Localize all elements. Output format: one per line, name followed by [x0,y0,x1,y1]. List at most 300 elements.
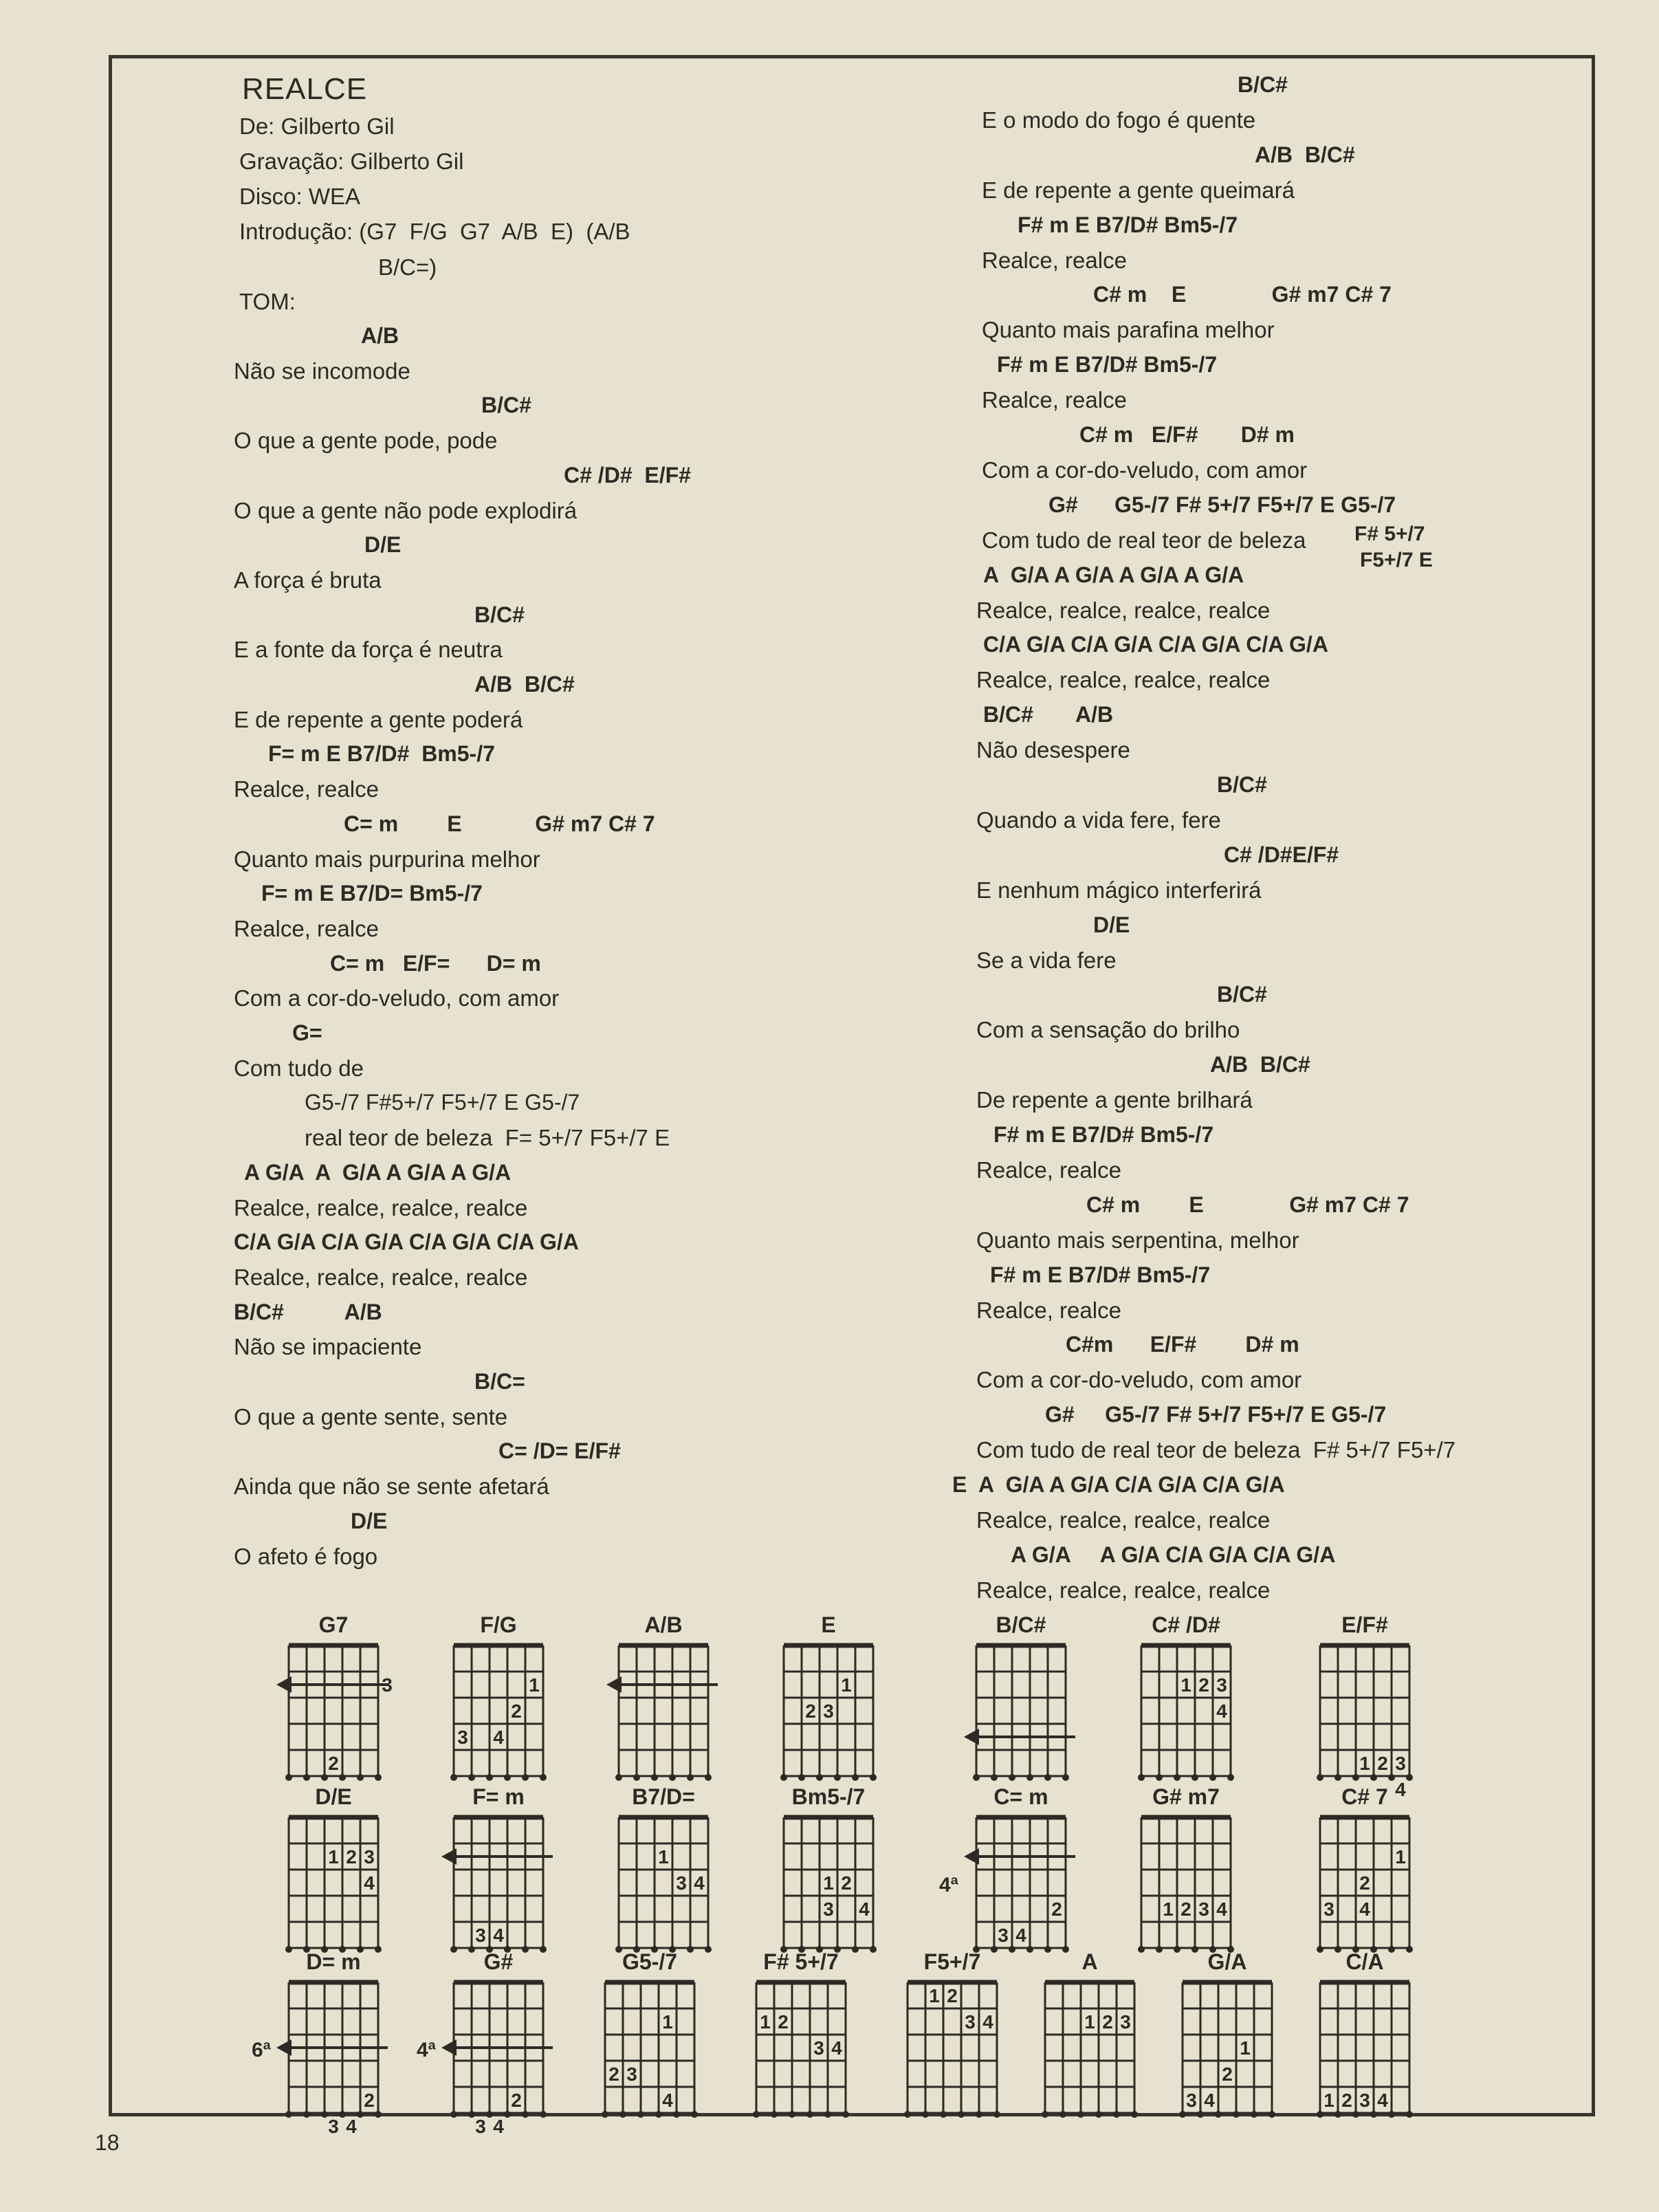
finger-number: 4 [364,1872,375,1894]
string-end-dot [504,2111,511,2118]
left-lyric-line: Realce, realce, realce, realce [234,1194,528,1220]
chord-grid [605,1812,722,1960]
string-end-dot [1317,2111,1323,2118]
chord-grid [1128,1812,1244,1960]
page-number: 18 [95,2130,120,2155]
string-end-dot [1251,2111,1257,2118]
left-lyric-line: Não se impaciente [234,1334,422,1360]
string-end-dot [669,1774,676,1781]
finger-number: 2 [1102,2011,1113,2033]
chord-diagram [417,1949,557,2137]
finger-number: 3 [475,2116,486,2137]
right-lyric-line: E o modo do fogo é quente [982,107,1256,133]
chord-grid [963,1640,1079,1788]
right-chord-line: B/C# [1217,982,1267,1007]
string-end-dot [1191,1774,1198,1781]
song-key: TOM: [239,289,296,314]
finger-number: 4 [1015,1925,1026,1946]
chord-diagram-name: Bm5-/7 [791,1784,866,1809]
right-chord-line: A/B B/C# [1210,1052,1310,1077]
chord-grid [440,1977,557,2137]
chord-diagram [275,1612,392,1784]
finger-number: 2 [346,1846,357,1868]
finger-number: 2 [364,2090,375,2111]
string-end-dot [1388,2111,1395,2118]
chord-diagram-name: F= m [472,1784,525,1809]
fret-position-label: 4ª [939,1874,958,1896]
string-end-dot [1370,2111,1377,2118]
chord-diagram-name: G5-/7 [622,1949,678,1974]
chord-grid [1031,1977,1148,2125]
right-chord-line: F# m E B7/D# Bm5-/7 [993,1122,1214,1147]
left-lyric-line: Não se incomode [234,358,410,384]
finger-number: 2 [805,1700,816,1722]
chord-grid [1306,1812,1423,1960]
left-chord-line: A/B [361,323,399,348]
chord-diagram-name: E [821,1612,836,1637]
chord-diagram-name: C# /D# [1152,1612,1220,1637]
right-lyric-line: Realce, realce, realce, realce [976,597,1271,623]
right-chord-line: B/C# A/B [983,702,1114,727]
chord-grid [440,1812,557,1960]
string-end-dot [1406,1774,1413,1781]
right-chord-line: F# m E B7/D# Bm5-/7 [1018,212,1238,237]
right-lyric-line: Realce, realce, realce, realce [976,1507,1271,1533]
finger-number: 3 [1198,1898,1209,1920]
chord-diagram [1128,1612,1244,1784]
string-end-dot [1059,2111,1066,2118]
finger-number: 1 [1359,1753,1370,1774]
song-intro-line2: B/C=) [378,254,437,280]
finger-number: 3 [823,1700,834,1722]
finger-number: 3 [676,1872,687,1894]
chord-diagram [1306,1784,1423,1956]
right-lyric-line: Realce, realce, realce, realce [976,667,1271,693]
left-chord-line: A G/A A G/A A G/A A G/A [244,1159,512,1185]
right-lyric-line: Com tudo de real teor de beleza F# 5+/7 F5+/7 [976,1437,1456,1463]
side-note-1: F# 5+/7 [1354,523,1425,545]
right-lyric-line: De repente a gente brilhará [976,1087,1253,1113]
string-end-dot [904,2111,911,2118]
chord-diagram-name: G7 [318,1612,349,1637]
left-lyric-line: E a fonte da força é neutra [234,637,503,663]
string-end-dot [450,2111,457,2118]
chord-diagram [939,1784,1079,1956]
right-chord-line: A G/A A G/A A G/A A G/A [983,562,1244,587]
barre-arrow [606,1676,622,1693]
chord-diagram-name: C# 7 [1341,1784,1388,1809]
string-end-dot [1352,2111,1359,2118]
finger-number: 4 [1204,2090,1215,2111]
chord-diagram [591,1949,708,2121]
string-end-dot [450,1774,457,1781]
finger-number: 2 [841,1872,852,1894]
string-end-dot [1388,1774,1395,1781]
string-end-dot [1042,2111,1048,2118]
left-chord-line: C/A G/A C/A G/A C/A G/A C/A G/A [234,1229,579,1255]
string-end-dot [619,2111,626,2118]
string-end-dot [842,2111,849,2118]
chord-grid [275,1812,392,1960]
string-end-dot [1370,1774,1377,1781]
finger-number: 1 [1323,2090,1334,2111]
string-end-dot [973,1774,980,1781]
finger-number: 2 [1051,1898,1062,1920]
chord-diagram-name: D/E [315,1784,352,1809]
chord-diagram-name: C= m [993,1784,1048,1809]
string-end-dot [615,1774,622,1781]
left-chord-line: A/B B/C# [474,672,575,697]
string-end-dot [522,2111,529,2118]
string-end-dot [1044,1774,1051,1781]
right-chord-line: G# G5-/7 F# 5+/7 F5+/7 E G5-/7 [1045,1402,1387,1427]
left-lyric-line: O que a gente sente, sente [234,1403,508,1430]
string-end-dot [1227,1774,1234,1781]
finger-number: 3 [1395,1753,1406,1774]
finger-number: 3 [965,2011,976,2033]
string-end-dot [1215,2111,1222,2118]
chord-grid [275,1640,392,1788]
string-end-dot [339,2111,346,2118]
left-lyric-line: Realce, realce [234,915,379,941]
chord-diagram [1031,1949,1148,2121]
left-chord-line: B/C# [474,602,525,627]
chord-grid [963,1812,1079,1960]
string-end-dot [655,2111,662,2118]
right-chord-line: D/E [1093,912,1130,937]
chord-grid [1169,1977,1286,2125]
chord-diagram [770,1612,887,1784]
barre-arrow [276,1676,292,1693]
song-record: Disco: WEA [239,184,361,209]
string-end-dot [1113,2111,1120,2118]
finger-number: 4 [493,2116,504,2137]
string-end-dot [602,2111,608,2118]
finger-number: 3 [382,1674,393,1696]
finger-number: 4 [694,1872,705,1894]
right-lyric-line: Com tudo de real teor de beleza [982,527,1306,553]
string-end-dot [285,2111,292,2118]
string-end-dot [789,2111,795,2118]
finger-number: 4 [831,2037,842,2059]
finger-number: 4 [1395,1779,1406,1800]
string-end-dot [357,2111,364,2118]
right-chord-line: B/C# [1217,772,1267,797]
chord-diagram [275,1784,392,1956]
string-end-dot [375,1774,382,1781]
chord-diagram [1169,1949,1286,2121]
finger-number: 2 [1222,2063,1233,2085]
string-end-dot [922,2111,929,2118]
finger-number: 4 [1216,1700,1227,1722]
finger-number: 1 [929,1985,940,2006]
finger-number: 3 [813,2037,824,2059]
finger-number: 4 [1216,1898,1227,1920]
fret-position-label: 6ª [252,2039,271,2061]
left-chord-line: B/C# [481,393,531,418]
string-end-dot [1209,1774,1216,1781]
left-lyric-line: Quanto mais purpurina melhor [234,846,540,872]
chord-grid [605,1640,722,1788]
right-lyric-line: E de repente a gente queimará [982,177,1295,203]
right-chord-line: C# m E/F# D# m [1079,422,1295,447]
finger-number: 2 [1377,1753,1388,1774]
finger-number: 4 [982,2011,993,2033]
barre-arrow [964,1848,979,1865]
left-lyric-line: Ainda que não se sente afetará [234,1474,549,1500]
string-end-dot [753,2111,760,2118]
string-end-dot [673,2111,680,2118]
left-chord-line: B/C= [474,1369,525,1394]
chord-diagram-name: G/A [1207,1949,1247,1974]
finger-number: 3 [475,1925,486,1946]
left-chord-line: D/E [351,1508,388,1533]
chord-diagram [743,1949,859,2121]
string-end-dot [1406,2111,1413,2118]
right-lyric-line: E nenhum mágico interferirá [976,877,1262,903]
finger-number: 1 [1084,2011,1095,2033]
finger-number: 2 [1180,1898,1191,1920]
right-lyric-line: Quando a vida fere, fere [976,807,1221,833]
left-chord-line: C# /D# E/F# [564,462,691,488]
left-chord-line: F= m E B7/D= Bm5-/7 [261,881,483,906]
left-lyric-line: Com tudo de [234,1055,364,1081]
right-chord-line: F# m E B7/D# Bm5-/7 [990,1262,1211,1287]
chord-diagram [605,1784,722,1956]
finger-number: 1 [662,2011,673,2033]
string-end-dot [321,2111,328,2118]
string-end-dot [375,2111,382,2118]
chord-diagram-name: F5+/7 [923,1949,981,1974]
string-end-dot [486,1774,493,1781]
string-end-dot [806,2111,813,2118]
chord-diagram [894,1949,1011,2121]
finger-number: 3 [823,1898,834,1920]
right-chord-line: B/C# [1238,72,1288,97]
string-end-dot [940,2111,947,2118]
left-lyric-line: Com a cor-do-veludo, com amor [234,985,560,1011]
string-end-dot [321,1774,328,1781]
string-end-dot [633,1774,640,1781]
string-end-dot [1334,2111,1341,2118]
right-chord-line: C# m E G# m7 C# 7 [1086,1192,1409,1217]
right-lyric-line: Quanto mais parafina melhor [982,317,1275,343]
barre-arrow [276,2039,292,2056]
string-end-dot [1317,1774,1323,1781]
finger-number: 1 [1163,1898,1174,1920]
chord-diagram-name: F/G [480,1612,517,1637]
right-chord-line: A/B B/C# [1255,142,1355,167]
chord-diagram-name: B7/D= [632,1784,695,1809]
finger-number: 1 [823,1872,834,1894]
finger-number: 1 [529,1674,540,1696]
chord-diagram-name: B/C# [996,1612,1046,1637]
string-end-dot [637,2111,644,2118]
side-note-2: F5+/7 E [1360,549,1433,571]
string-end-dot [1009,1774,1015,1781]
right-chord-line: C# m E G# m7 C# 7 [1093,282,1392,307]
left-chord-line: C= m E G# m7 C# 7 [344,811,655,836]
finger-number: 1 [1240,2037,1251,2059]
chord-grid [770,1812,887,1960]
string-end-dot [1268,2111,1275,2118]
chord-diagram-name: A [1081,1949,1098,1974]
string-end-dot [486,2111,493,2118]
finger-number: 3 [998,1925,1009,1946]
string-end-dot [303,2111,310,2118]
finger-number: 1 [1395,1846,1406,1868]
right-chord-line: F# m E B7/D# Bm5-/7 [997,352,1218,377]
string-end-dot [870,1946,877,1953]
song-title: REALCE [242,72,368,106]
right-lyric-line: Realce, realce, realce, realce [976,1577,1271,1603]
string-end-dot [1352,1774,1359,1781]
chord-grid [440,1640,557,1788]
chord-diagram [1306,1949,1423,2121]
left-lyric-line: O que a gente pode, pode [234,428,498,454]
string-end-dot [540,2111,547,2118]
finger-number: 2 [511,1700,522,1722]
string-end-dot [522,1774,529,1781]
finger-number: 3 [1216,1674,1227,1696]
chord-diagram-name: G# [483,1949,514,1974]
finger-number: 2 [328,1753,339,1774]
finger-number: 4 [346,2116,357,2137]
right-lyric-line: Com a cor-do-veludo, com amor [976,1367,1302,1393]
string-end-dot [993,2111,1000,2118]
chord-diagram [440,1612,557,1784]
string-end-dot [1156,1774,1163,1781]
finger-number: 2 [1359,1872,1370,1894]
finger-number: 1 [658,1846,669,1868]
left-lyric-line: A força é bruta [234,567,382,593]
left-chord-line: B/C# A/B [234,1299,382,1324]
string-end-dot [824,2111,831,2118]
string-end-dot [816,1774,823,1781]
right-chord-line: C#m E/F# D# m [1066,1332,1299,1357]
right-lyric-line: Realce, realce [976,1157,1121,1183]
finger-number: 1 [841,1674,852,1696]
right-chord-line: E A G/A A G/A C/A G/A C/A G/A [952,1472,1285,1497]
left-chord-line: C= /D= E/F# [498,1438,621,1464]
left-lyric-line: O afeto é fogo [234,1543,378,1569]
string-end-dot [1334,1774,1341,1781]
string-end-dot [1026,1774,1033,1781]
left-chord-line: G= [292,1020,322,1045]
finger-number: 4 [493,1925,504,1946]
chord-diagram-name: D= m [306,1949,361,1974]
chord-grid [1306,1977,1423,2125]
finger-number: 4 [493,1727,504,1748]
chord-diagram-name: G# m7 [1152,1784,1220,1809]
finger-number: 3 [1323,1898,1334,1920]
chord-grid [894,1977,1011,2125]
left-lyric-line: real teor de beleza F= 5+/7 F5+/7 E [305,1125,670,1151]
chord-diagram-name: F# 5+/7 [763,1949,839,1974]
chord-diagram [440,1784,557,1956]
string-end-dot [798,1774,805,1781]
string-end-dot [1131,2111,1138,2118]
left-chord-line: D/E [364,532,402,558]
finger-number: 4 [1377,2090,1388,2111]
song-recording: Gravação: Gilberto Gil [239,149,464,174]
finger-number: 2 [511,2090,522,2111]
chord-diagram-name: C/A [1345,1949,1384,1974]
right-lyric-line: Se a vida fere [976,947,1117,973]
right-chord-line: C# /D#E/F# [1224,842,1339,867]
finger-number: 3 [1359,2090,1370,2111]
right-lyric-line: Com a sensação do brilho [976,1017,1240,1043]
string-end-dot [540,1774,547,1781]
right-lyric-line: Não desespere [976,737,1130,763]
left-lyric-line: Realce, realce [234,776,379,802]
chord-diagram-name: E/F# [1341,1612,1388,1637]
string-end-dot [870,1774,877,1781]
string-end-dot [468,1774,475,1781]
finger-number: 3 [328,2116,339,2137]
string-end-dot [339,1774,346,1781]
right-chord-line: G# G5-/7 F# 5+/7 F5+/7 E G5-/7 [1048,492,1396,517]
chord-diagram [770,1784,887,1956]
finger-number: 2 [1341,2090,1352,2111]
left-lyric-line: Realce, realce, realce, realce [234,1264,528,1290]
string-end-dot [691,2111,698,2118]
finger-number: 1 [760,2011,771,2033]
barre-arrow [441,2039,457,2056]
chord-grid [770,1640,887,1788]
chord-grid [743,1977,859,2125]
string-end-dot [285,1774,292,1781]
right-lyric-line: Quanto mais serpentina, melhor [976,1227,1299,1253]
song-intro-line1: Introdução: (G7 F/G G7 A/B E) (A/B [239,219,630,244]
string-end-dot [780,1774,787,1781]
string-end-dot [1138,1774,1145,1781]
chord-grid [1128,1640,1244,1788]
right-lyric-line: Realce, realce [976,1297,1121,1323]
string-end-dot [651,1774,658,1781]
string-end-dot [504,1774,511,1781]
left-chord-line: G5-/7 F#5+/7 F5+/7 E G5-/7 [305,1090,580,1115]
finger-number: 3 [364,1846,375,1868]
string-end-dot [834,1774,841,1781]
string-end-dot [357,1774,364,1781]
chord-diagram [605,1612,722,1784]
finger-number: 3 [457,1727,468,1748]
finger-number: 3 [1186,2090,1197,2111]
finger-number: 1 [1180,1674,1191,1696]
finger-number: 4 [859,1898,870,1920]
finger-number: 4 [662,2090,673,2111]
string-end-dot [852,1774,859,1781]
finger-number: 4 [1359,1898,1370,1920]
finger-number: 1 [328,1846,339,1868]
string-end-dot [303,1774,310,1781]
finger-number: 2 [608,2063,619,2085]
string-end-dot [991,1774,998,1781]
chord-diagram [963,1612,1079,1784]
string-end-dot [1156,1946,1163,1953]
string-end-dot [1174,1774,1180,1781]
string-end-dot [468,2111,475,2118]
string-end-dot [771,2111,778,2118]
string-end-dot [705,1774,712,1781]
left-chord-line: F= m E B7/D# Bm5-/7 [268,741,495,767]
song-author: De: Gilberto Gil [239,113,395,139]
string-end-dot [1179,2111,1186,2118]
chord-grid [275,1977,392,2137]
chord-grid [591,1977,708,2125]
right-lyric-line: Realce, realce [982,247,1127,273]
